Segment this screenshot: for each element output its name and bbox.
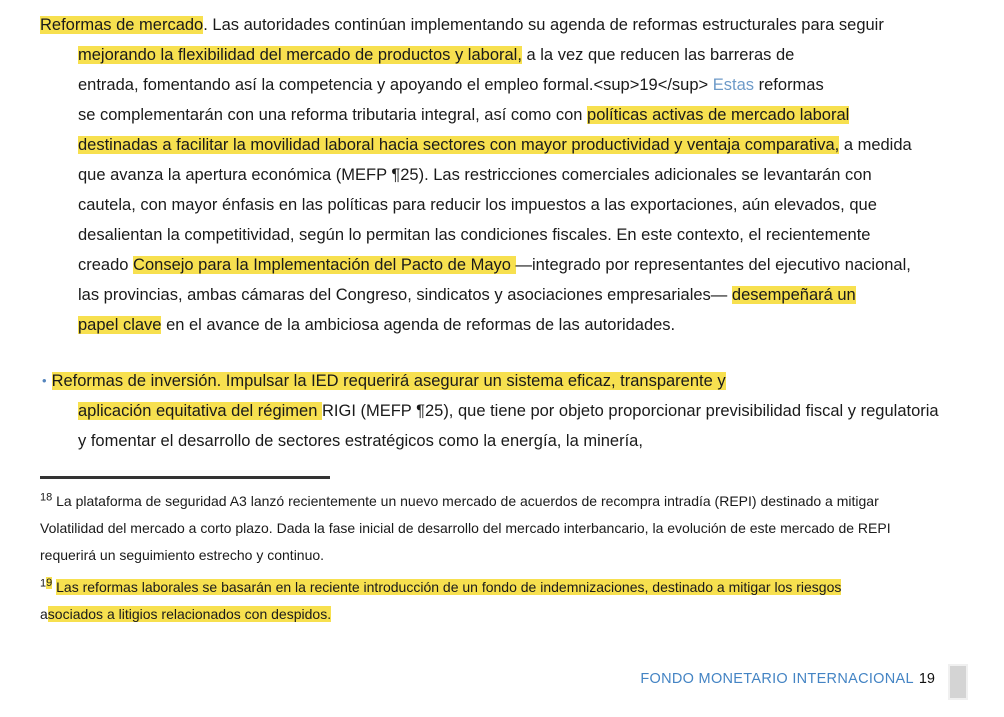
text-line [40,40,966,70]
highlighted-text: papel clave [78,316,162,334]
footer-page-number: 19 [918,671,935,687]
text-line [40,250,966,280]
text-line [40,366,966,396]
text-line [40,488,966,515]
highlighted-text: Las reformas laborales se basarán en la reciente introducción de un fondo de indemnizaciones, destinado a mitigar los riesgos [56,579,842,595]
footnote-separator [40,476,330,479]
text-segment: entrada, fomentando así la competencia y apoyando el empleo formal.<sup>19</sup> [78,76,713,94]
paragraph-market-reforms [40,10,966,340]
text-line [40,220,966,250]
footnote-number: 9 [46,577,53,590]
footnotes-section [40,488,966,628]
text-segment: se complementarán con una reforma tributaria integral, así como con [78,106,588,124]
text-segment: a la vez que reducen las barreras de [521,46,795,64]
text-line [40,396,966,426]
scrollbar-thumb[interactable] [948,664,968,700]
text-segment: a medida [839,136,912,154]
text-segment: las provincias, ambas cámaras del Congreso, sindicatos y asociaciones empresariales— [78,286,732,304]
highlighted-text: sociados a litigios relacionados con despidos. [47,606,332,622]
link-text[interactable]: Estas [712,76,755,94]
text-line [40,190,966,220]
footnote-18 [40,488,966,569]
text-line [40,70,966,100]
text-line [40,574,966,601]
text-segment: cautela, con mayor énfasis en las políticas para reducir los impuestos a las exportaciones, aún elevados, que [78,196,877,214]
highlighted-text: aplicación equitativa del régimen [78,402,322,420]
text-line [40,542,966,569]
text-line [40,310,966,340]
footnote-number: 1 [40,577,47,590]
highlighted-text: Reformas de mercado [40,16,204,34]
text-segment: La plataforma de seguridad A3 lanzó recientemente un nuevo mercado de acuerdos de recompra intradía (REPI) destinado a mitigar [52,493,879,509]
text-segment: Volatilidad del mercado a corto plazo. Dada la fase inicial de desarrollo del mercado interbancario, la evolución de este mercado de REPI [40,520,891,536]
text-line [40,130,966,160]
footnote-number: 18 [40,491,53,504]
text-segment: requerirá un seguimiento estrecho y continuo. [40,547,325,563]
highlighted-text: políticas activas de mercado laboral [587,106,850,124]
text-segment: —integrado por representantes del ejecutivo nacional, [515,256,911,274]
text-segment: creado [78,256,134,274]
text-line [40,100,966,130]
highlighted-text: desempeñará un [731,286,856,304]
text-segment: en el avance de la ambiciosa agenda de reformas de las autoridades. [161,316,676,334]
text-segment: que avanza la apertura económica (MEFP ¶25). Las restricciones comerciales adicionales se levantarán con [78,166,872,184]
paragraph-investment-reforms [40,366,966,456]
text-line [40,601,966,628]
text-segment: y fomentar el desarrollo de sectores estratégicos como la energía, la minería, [78,432,643,450]
text-line [40,160,966,190]
text-segment: a [40,606,48,622]
text-segment: . Las autoridades continúan implementando su agenda de reformas estructurales para seguir [203,16,884,34]
text-segment: RIGI (MEFP ¶25), que tiene por objeto proporcionar previsibilidad fiscal y regulatoria [321,402,939,420]
text-segment: desalientan la competitividad, según lo permitan las condiciones fiscales. En este contexto, el recientemente [78,226,871,244]
footnote-19 [40,574,966,628]
text-line [40,515,966,542]
text-line [40,426,966,456]
highlighted-text: Reformas de inversión. Impulsar la IED requerirá asegurar un sistema eficaz, transparente y [51,372,726,390]
highlighted-text: destinadas a facilitar la movilidad laboral hacia sectores con mayor productividad y ventaja comparativa, [78,136,840,154]
text-line [40,10,966,40]
highlighted-text: mejorando la flexibilidad del mercado de productos y laboral, [78,46,522,64]
highlighted-text: Consejo para la Implementación del Pacto de Mayo [133,256,516,274]
page-footer [640,671,935,687]
bullet-icon: • [42,373,47,388]
text-segment: reformas [754,76,824,94]
footer-publisher: FONDO MONETARIO INTERNACIONAL [640,671,914,687]
text-line [40,280,966,310]
